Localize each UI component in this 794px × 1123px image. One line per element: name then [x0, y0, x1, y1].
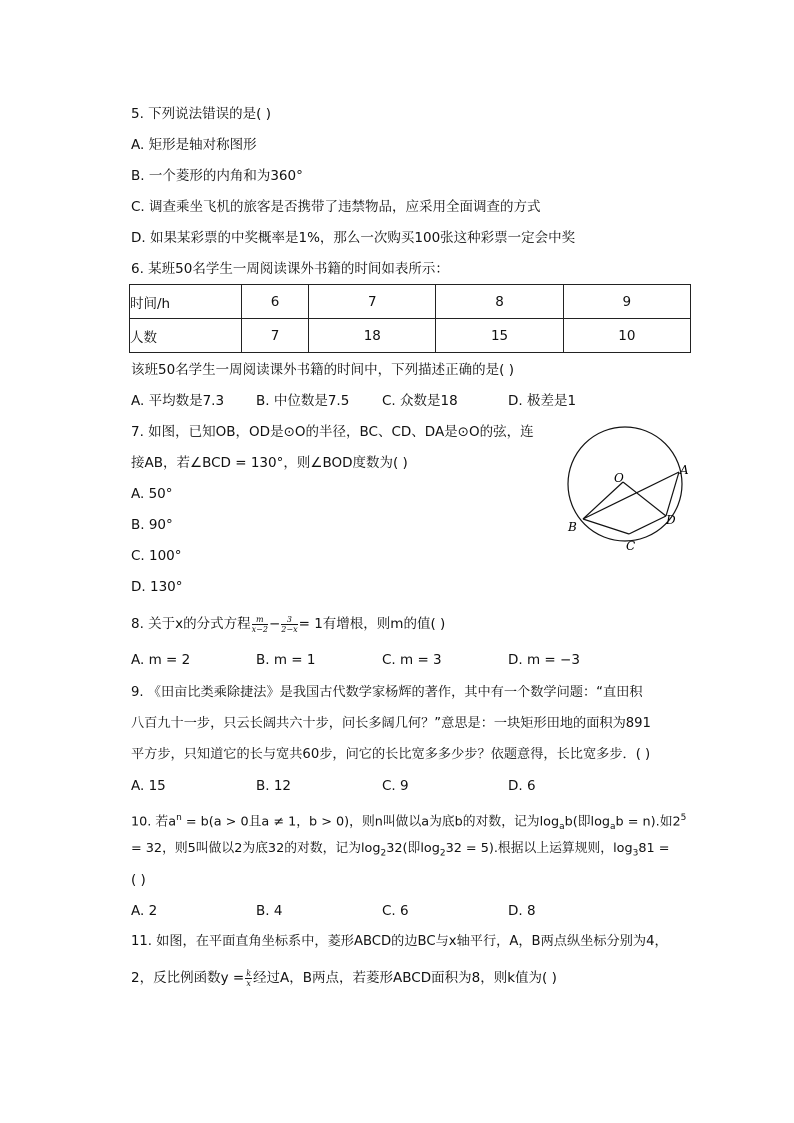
radius-ob	[583, 482, 623, 519]
q10-text: = b(a > 0且a ≠ 1，b > 0)，则n叫做以a为底b的对数，记为log	[181, 814, 560, 830]
chord-bc	[583, 519, 629, 534]
q8-frac1-numerator: m	[252, 615, 268, 625]
q8-frac2-numerator: 3	[281, 615, 297, 625]
q9-option-a: A. 15	[131, 778, 166, 794]
q8-option-d: D. m = −3	[508, 652, 580, 668]
q10-text: 10. 若a	[131, 814, 177, 830]
q10-superscript: 5	[680, 813, 687, 823]
q6-question: 该班50名学生一周阅读课外书籍的时间中，下列描述正确的是( )	[131, 362, 515, 378]
q10-subscript: a	[559, 821, 565, 832]
q8-frac1-denominator: x−2	[251, 624, 268, 634]
q10-line2	[131, 839, 669, 864]
table-row	[130, 319, 691, 353]
q8-option-a: A. m = 2	[131, 652, 191, 668]
q8-option-c: C. m = 3	[382, 652, 442, 668]
q6-option-d: D. 极差是1	[508, 393, 577, 409]
q10-subscript: 2	[439, 848, 446, 859]
q5-option-a: A. 矩形是轴对称图形	[131, 137, 257, 153]
q10-option-a: A. 2	[131, 903, 158, 919]
q9-option-d: D. 6	[508, 778, 536, 794]
table-row-label: 人数	[130, 319, 242, 353]
label-c: C	[626, 539, 636, 553]
q8-option-b: B. m = 1	[256, 652, 316, 668]
q9-line2: 八百九十一步，只云长阔共六十步，问长多阔几何？”意思是：一块矩形田地的面积为891	[131, 716, 651, 731]
label-a: A	[680, 463, 689, 477]
chord-cd	[629, 516, 666, 534]
q6-option-b: B. 中位数是7.5	[256, 393, 350, 409]
q11-frac-denominator: x	[246, 978, 251, 988]
q6-option-c: C. 众数是18	[382, 393, 458, 409]
table-cell: 6	[242, 285, 309, 319]
q10-subscript: 3	[632, 848, 639, 859]
q9-line1: 9. 《田亩比类乘除捷法》是我国古代数学家杨辉的著作，其中有一个数学问题：“直田积	[131, 685, 643, 700]
q7-line2: 接AB，若∠BCD = 130°，则∠BOD度数为( )	[131, 455, 408, 471]
q10-option-d: D. 8	[508, 903, 536, 919]
q8-stem	[131, 614, 445, 634]
chord-da	[666, 472, 679, 516]
radius-od	[623, 482, 666, 516]
q6-option-a: A. 平均数是7.3	[131, 393, 225, 409]
circle-diagram	[560, 420, 700, 560]
q11-line1: 11. 如图，在平面直角坐标系中，菱形ABCD的边BC与x轴平行，A，B两点纵坐标分别为4，	[131, 934, 668, 949]
label-o: O	[614, 471, 624, 485]
q7-line1: 7. 如图，已知OB，OD是⊙O的半径，BC、CD、DA是⊙O的弦，连	[131, 424, 534, 440]
q10-text: 32(即log	[386, 841, 440, 856]
table-header-label: 时间/h	[130, 285, 242, 319]
q8-fraction-2	[281, 615, 297, 634]
q11-text: 2，反比例函数y =	[131, 970, 245, 986]
q10-option-b: B. 4	[256, 903, 283, 919]
q10-line1	[131, 808, 686, 837]
q7-option-d: D. 130°	[131, 579, 183, 595]
q8-prefix: 8. 关于x的分式方程	[131, 616, 251, 632]
q11-text: 经过A，B两点，若菱形ABCD面积为8，则k值为( )	[253, 970, 557, 986]
reading-time-table	[129, 284, 691, 353]
q11-line2	[131, 968, 557, 988]
q5-option-b: B. 一个菱形的内角和为360°	[131, 168, 303, 184]
q10-text: 81 =	[638, 841, 670, 856]
q7-option-c: C. 100°	[131, 548, 182, 564]
q10-option-c: C. 6	[382, 903, 409, 919]
q10-superscript: n	[176, 813, 182, 823]
q5-option-d: D. 如果某彩票的中奖概率是1%，那么一次购买100张这种彩票一定会中奖	[131, 230, 576, 246]
q10-text: 32 = 5).根据以上运算规则，log	[445, 841, 633, 856]
q10-subscript: 2	[380, 848, 387, 859]
label-b: B	[568, 520, 577, 534]
chord-ab	[583, 472, 679, 519]
q6-stem: 6. 某班50名学生一周阅读课外书籍的时间如表所示：	[131, 261, 449, 277]
q8-suffix: = 1有增根，则m的值( )	[298, 616, 446, 632]
table-cell: 8	[436, 285, 563, 319]
table-cell: 10	[563, 319, 690, 353]
q10-text: = 32，则5叫做以2为底32的对数，记为log	[131, 841, 381, 856]
q7-option-b: B. 90°	[131, 517, 173, 533]
q10-line3: ( )	[131, 872, 146, 888]
q9-line3: 平方步，只知道它的长与宽共60步，问它的长比宽多多少步？依题意得，长比宽多步．( )	[131, 747, 651, 762]
q9-option-b: B. 12	[256, 778, 292, 794]
table-cell: 7	[242, 319, 309, 353]
q7-option-a: A. 50°	[131, 486, 173, 502]
q8-minus: −	[268, 616, 281, 632]
table-cell: 15	[436, 319, 563, 353]
table-cell: 9	[563, 285, 690, 319]
q10-subscript: a	[610, 821, 616, 832]
q10-text: b(即log	[564, 814, 611, 830]
label-d: D	[666, 513, 676, 527]
q8-fraction-1	[252, 615, 268, 634]
q10-text: b = n).如2	[615, 814, 681, 830]
table-cell: 18	[309, 319, 436, 353]
table-row	[130, 285, 691, 319]
q11-fraction	[245, 969, 252, 988]
q5-option-c: C. 调查乘坐飞机的旅客是否携带了违禁物品，应采用全面调查的方式	[131, 199, 541, 215]
q5-stem: 5. 下列说法错误的是( )	[131, 106, 271, 122]
table-cell: 7	[309, 285, 436, 319]
q8-frac2-denominator: 2−x	[281, 624, 298, 634]
q11-frac-numerator: k	[246, 968, 252, 978]
q9-option-c: C. 9	[382, 778, 409, 794]
